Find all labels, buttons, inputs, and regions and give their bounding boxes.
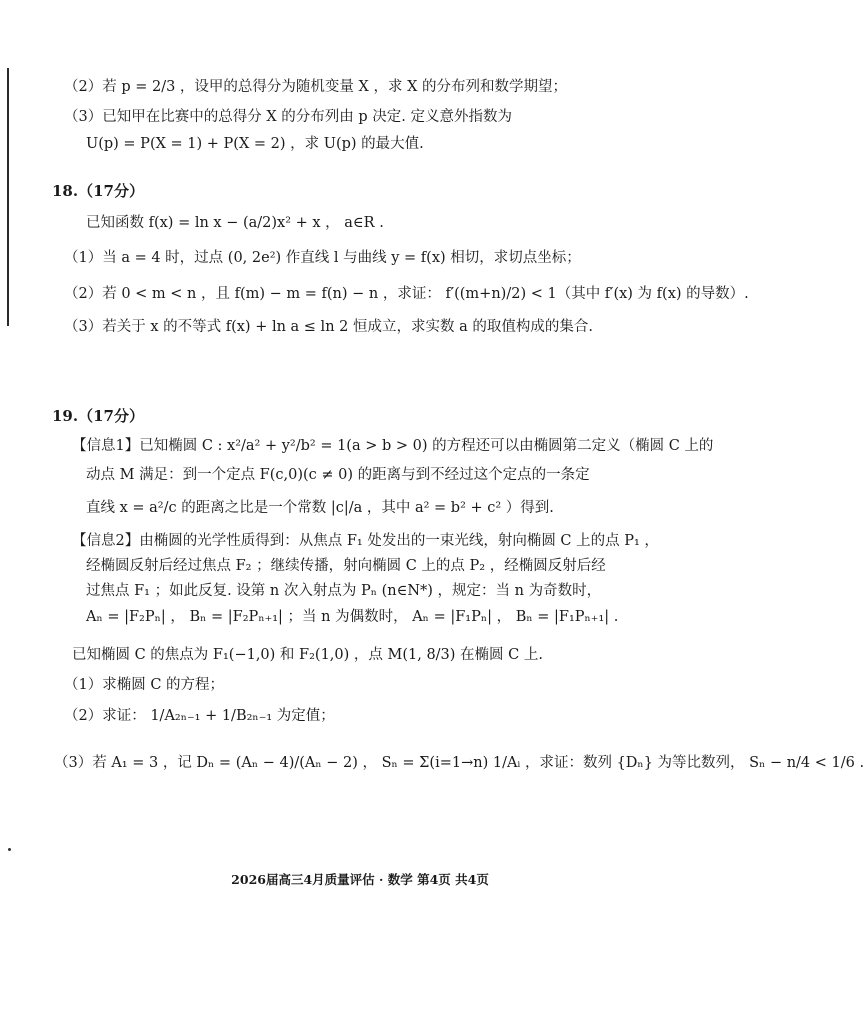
binding-margin-line: [7, 68, 9, 326]
q19-heading: 19.（17分）: [52, 407, 144, 425]
q19-given: 已知椭圆 C 的焦点为 F₁(−1,0) 和 F₂(1,0) ，点 M(1, 8/3) 在椭圆 C 上.: [72, 647, 543, 663]
q18-part2: （2）若 0 < m < n ，且 f(m) − m = f(n) − n ，求证： f′((m+n)/2) < 1（其中 f′(x) 为 f(x) 的导数）.: [64, 286, 749, 302]
q18-part1: （1）当 a = 4 时，过点 (0, 2e²) 作直线 l 与曲线 y = f(x) 相切，求切点坐标；: [64, 250, 581, 266]
q19-info1-line2: 动点 M 满足：到一个定点 F(c,0)(c ≠ 0) 的距离与到不经过这个定点的一条定: [86, 467, 590, 483]
q19-part1: （1）求椭圆 C 的方程；: [64, 677, 225, 693]
q19-part3: （3）若 A₁ = 3 ，记 Dₙ = (Aₙ − 4)/(Aₙ − 2) ， Sₙ = Σ(i=1→n) 1/Aᵢ ，求证：数列 {Dₙ} 为等比数列， Sₙ − n/4 < 1/6 .: [54, 755, 864, 771]
q19-info1-line3: 直线 x = a²/c 的距离之比是一个常数 |c|/a ，其中 a² = b² + c² ）得到.: [86, 500, 554, 516]
page-footer: 2026届高三4月质量评估 · 数学 第4页 共4页: [231, 872, 489, 887]
q18-part3: （3）若关于 x 的不等式 f(x) + ln a ≤ ln 2 恒成立，求实数 a 的取值构成的集合.: [64, 319, 593, 335]
q19-part2: （2）求证： 1/A₂ₙ₋₁ + 1/B₂ₙ₋₁ 为定值；: [64, 708, 335, 724]
q19-info2-line3: 过焦点 F₁ ；如此反复. 设第 n 次入射点为 Pₙ (n∈N*) ，规定：当 n 为奇数时，: [86, 583, 602, 599]
q19-info1-line1: 【信息1】已知椭圆 C : x²/a² + y²/b² = 1(a > b > 0) 的方程还可以由椭圆第二定义（椭圆 C 上的: [72, 438, 714, 454]
q18-heading: 18.（17分）: [52, 182, 144, 200]
q19-info2-line1: 【信息2】由椭圆的光学性质得到：从焦点 F₁ 处发出的一束光线，射向椭圆 C 上的点 P₁ ，: [72, 533, 659, 549]
q19-info2-line4: Aₙ = |F₂Pₙ| ， Bₙ = |F₂Pₙ₊₁| ；当 n 为偶数时， Aₙ = |F₁Pₙ| ， Bₙ = |F₁Pₙ₊₁| .: [86, 609, 619, 625]
q19-info2-line2: 经椭圆反射后经过焦点 F₂ ；继续传播，射向椭圆 C 上的点 P₂ ，经椭圆反射后经: [86, 558, 606, 574]
q17-part2: （2）若 p = 2/3 ，设甲的总得分为随机变量 X ，求 X 的分布列和数学期望；: [64, 79, 568, 95]
q17-part3-line2: U(p) = P(X = 1) + P(X = 2) ，求 U(p) 的最大值.: [86, 136, 424, 152]
scan-dot: [8, 848, 11, 851]
q17-part3-line1: （3）已知甲在比赛中的总得分 X 的分布列由 p 决定. 定义意外指数为: [64, 109, 512, 125]
q18-stem: 已知函数 f(x) = ln x − (a/2)x² + x ， a∈R .: [86, 215, 384, 231]
